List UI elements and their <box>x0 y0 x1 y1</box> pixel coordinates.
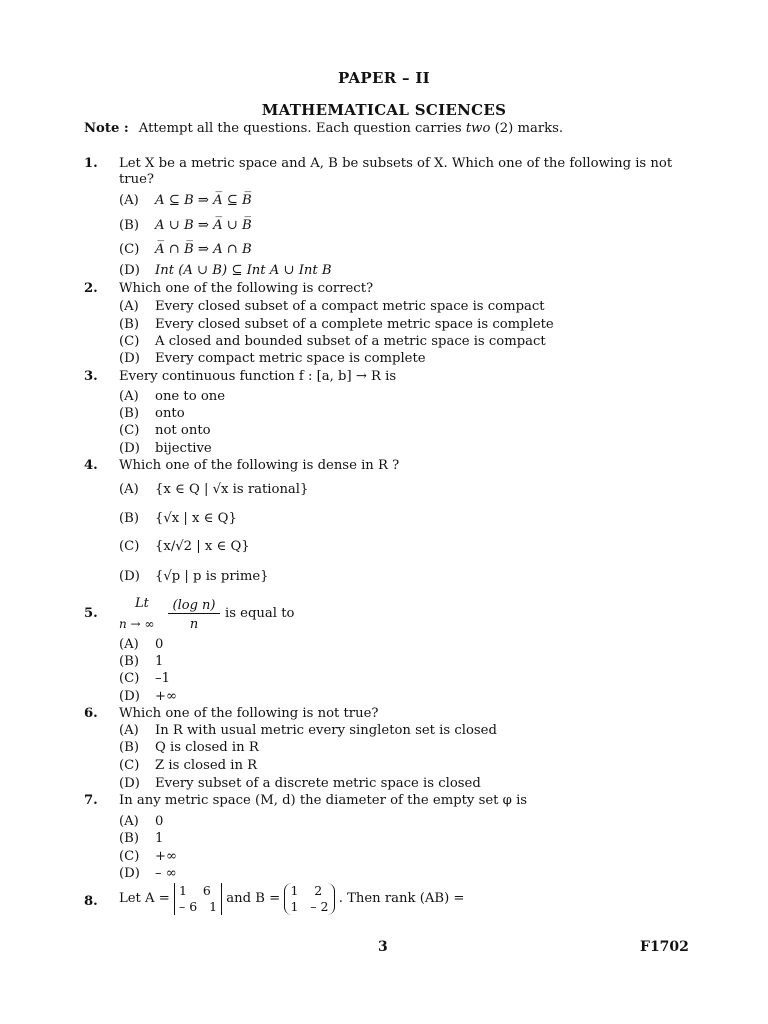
q4-option-a: (A) {x ∈ Q | √x is rational} <box>119 482 309 497</box>
let-a: Let A = <box>119 891 170 906</box>
q7-option-c: (C) +∞ <box>119 849 178 864</box>
question-number: 7. <box>84 793 98 808</box>
limit-subscript: n → ∞ <box>119 617 155 631</box>
q2-option-a: (A) Every closed subset of a compact metric space is compact <box>119 299 545 314</box>
q4-option-d: (D) {√p | p is prime} <box>119 569 269 584</box>
question-number: 1. <box>84 156 98 171</box>
q1-option-d: (D) Int (A ∪ B) ⊆ Int A ∪ Int B <box>119 263 332 278</box>
question-number: 6. <box>84 706 98 721</box>
question-text: Which one of the following is correct? <box>119 281 374 296</box>
then-rank: . Then rank (AB) = <box>338 891 465 906</box>
q6-option-b: (B) Q is closed in R <box>119 740 259 755</box>
question-number: 8. <box>84 894 98 909</box>
paper-title: PAPER – II <box>338 69 430 87</box>
q7-option-a: (A) 0 <box>119 814 164 829</box>
subject-title: MATHEMATICAL SCIENCES <box>261 101 507 119</box>
q3-option-a: (A) one to one <box>119 389 226 404</box>
question-text: Which one of the following is dense in R ? <box>119 458 400 473</box>
question-number: 2. <box>84 281 98 296</box>
question-text: In any metric space (M, d) the diameter of the empty set φ is <box>119 793 528 808</box>
matrix-question <box>119 883 464 915</box>
q4-option-b: (B) {√x | x ∈ Q} <box>119 511 237 526</box>
matrix-b: 1 2 1 – 2 <box>284 883 334 915</box>
note-label: Note : <box>84 121 129 136</box>
q1-option-c: (C) A̅ ∩ B̅ ⇒ A ∩ B <box>119 242 252 257</box>
note-text-italic: two <box>465 121 491 136</box>
q2-option-b: (B) Every closed subset of a complete metric space is complete <box>119 317 554 332</box>
q2-option-d: (D) Every compact metric space is complete <box>119 351 426 366</box>
question-text: Which one of the following is not true? <box>119 706 379 721</box>
q5-option-b: (B) 1 <box>119 654 164 669</box>
matrix-a: 1 6 – 6 1 <box>174 883 222 915</box>
q5-option-d: (D) +∞ <box>119 689 178 704</box>
q6-option-c: (C) Z is closed in R <box>119 758 258 773</box>
q3-option-b: (B) onto <box>119 406 185 421</box>
q1-option-a: (A) A ⊆ B ⇒ A̅ ⊆ B̅ <box>119 193 252 208</box>
q7-option-b: (B) 1 <box>119 831 164 846</box>
q6-option-d: (D) Every subset of a discrete metric space is closed <box>119 776 481 791</box>
q3-option-d: (D) bijective <box>119 441 212 456</box>
q5-option-a: (A) 0 <box>119 637 164 652</box>
note-text-after: (2) marks. <box>490 121 564 136</box>
q7-option-d: (D) – ∞ <box>119 866 177 881</box>
q3-option-c: (C) not onto <box>119 423 211 438</box>
and-b: and B = <box>226 891 281 906</box>
page-number: 3 <box>378 939 388 955</box>
question-number: 4. <box>84 458 98 473</box>
q4-option-c: (C) {x/√2 | x ∈ Q} <box>119 539 250 554</box>
note-text-before: Attempt all the questions. Each question carries <box>138 121 466 136</box>
note <box>84 121 563 136</box>
limit-operator: Lt <box>135 596 149 611</box>
question-text: Let X be a metric space and A, B be subsets of X. Which one of the following is not true? <box>119 156 673 187</box>
question-number: 3. <box>84 369 98 384</box>
question-text: Every continuous function f : [a, b] → R is <box>119 369 397 384</box>
question-number: 5. <box>84 606 98 621</box>
q1-option-b: (B) A ∪ B ⇒ A̅ ∪ B̅ <box>119 218 252 233</box>
q6-option-a: (A) In R with usual metric every singleton set is closed <box>119 723 497 738</box>
fraction-numerator: (log n) <box>168 598 220 614</box>
question-text: is equal to <box>225 606 295 621</box>
q2-option-c: (C) A closed and bounded subset of a metric space is compact <box>119 334 546 349</box>
paper-code: F1702 <box>640 939 689 955</box>
q5-option-c: (C) –1 <box>119 671 170 686</box>
fraction-denominator: n <box>189 617 199 632</box>
